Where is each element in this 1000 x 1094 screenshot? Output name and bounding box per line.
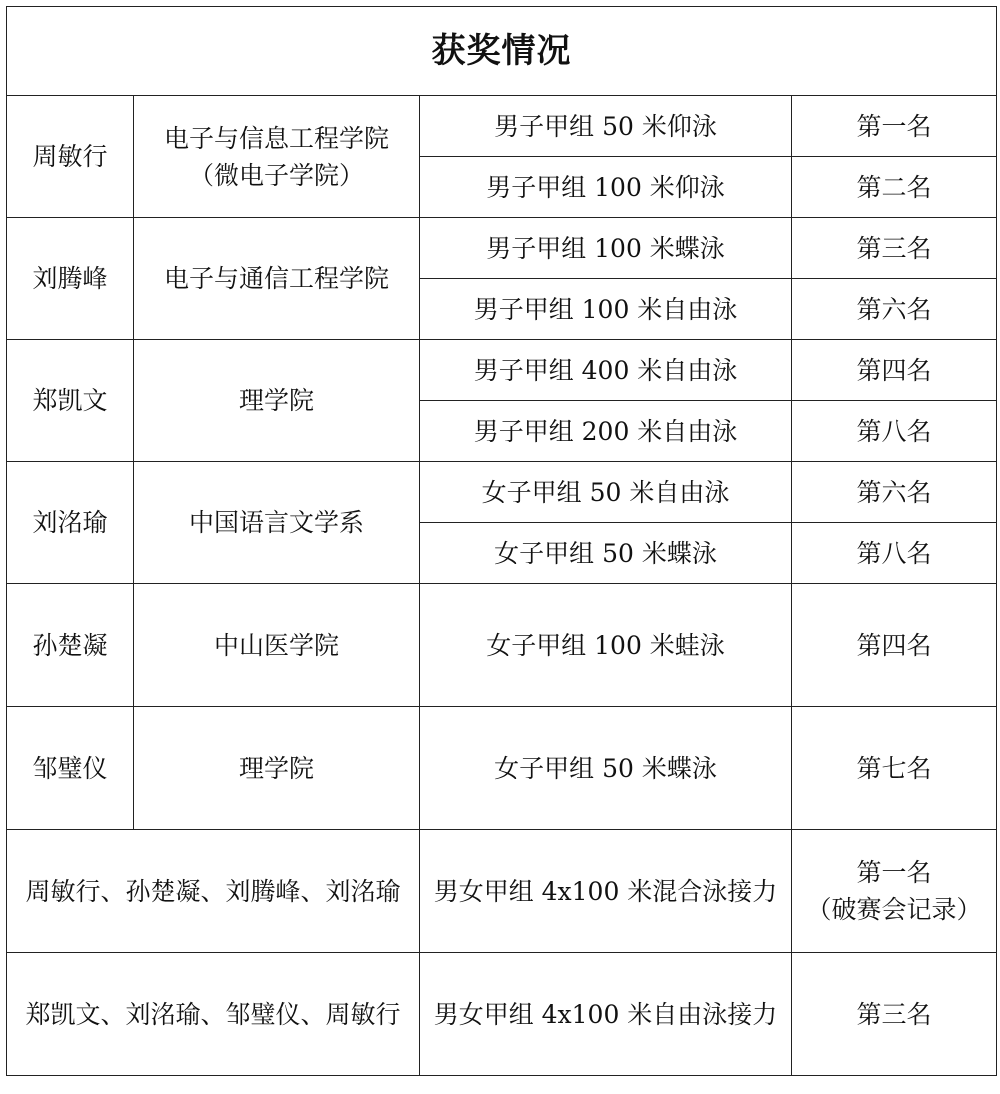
athlete-name: 刘腾峰 xyxy=(7,218,134,340)
event-cell: 男子甲组 50 米仰泳 xyxy=(420,96,792,157)
rank-cell: 第八名 xyxy=(792,523,997,584)
athlete-name: 周敏行 xyxy=(7,96,134,218)
rank-cell: 第四名 xyxy=(792,584,997,707)
athlete-name: 邹璧仪 xyxy=(7,707,134,830)
table-row xyxy=(7,953,997,1076)
event-cell: 男子甲组 100 米仰泳 xyxy=(420,157,792,218)
rank-cell xyxy=(792,830,997,953)
college-cell: 电子与通信工程学院 xyxy=(134,218,420,340)
event-cell: 男女甲组 4x100 米混合泳接力 xyxy=(420,830,792,953)
event-cell: 女子甲组 100 米蛙泳 xyxy=(420,584,792,707)
college-cell: 理学院 xyxy=(134,707,420,830)
event-cell: 女子甲组 50 米蝶泳 xyxy=(420,707,792,830)
event-cell: 男子甲组 100 米蝶泳 xyxy=(420,218,792,279)
table-row xyxy=(7,830,997,953)
athlete-name: 孙楚凝 xyxy=(7,584,134,707)
event-cell: 女子甲组 50 米自由泳 xyxy=(420,462,792,523)
college-cell: 中山医学院 xyxy=(134,584,420,707)
event-cell: 男子甲组 100 米自由泳 xyxy=(420,279,792,340)
relay-team: 郑凯文、刘洺瑜、邹璧仪、周敏行 xyxy=(7,953,420,1076)
college-cell xyxy=(134,96,420,218)
event-cell: 男子甲组 400 米自由泳 xyxy=(420,340,792,401)
athlete-name: 刘洺瑜 xyxy=(7,462,134,584)
event-cell: 男女甲组 4x100 米自由泳接力 xyxy=(420,953,792,1076)
rank-line: 第一名 xyxy=(856,858,932,887)
college-cell: 理学院 xyxy=(134,340,420,462)
rank-cell: 第三名 xyxy=(792,953,997,1076)
event-cell: 男子甲组 200 米自由泳 xyxy=(420,401,792,462)
athlete-name: 郑凯文 xyxy=(7,340,134,462)
relay-team: 周敏行、孙楚凝、刘腾峰、刘洺瑜 xyxy=(7,830,420,953)
college-line: 电子与信息工程学院 xyxy=(163,123,389,153)
event-cell: 女子甲组 50 米蝶泳 xyxy=(420,523,792,584)
table-row xyxy=(7,462,997,523)
table-row xyxy=(7,707,997,830)
college-cell: 中国语言文学系 xyxy=(134,462,420,584)
record-note: （破赛会记录） xyxy=(806,895,982,924)
rank-cell: 第三名 xyxy=(792,218,997,279)
rank-cell: 第六名 xyxy=(792,279,997,340)
rank-cell: 第二名 xyxy=(792,157,997,218)
table-row xyxy=(7,218,997,279)
rank-cell: 第八名 xyxy=(792,401,997,462)
rank-cell: 第四名 xyxy=(792,340,997,401)
table-row xyxy=(7,96,997,157)
table-row xyxy=(7,340,997,401)
rank-cell: 第六名 xyxy=(792,462,997,523)
college-line: （微电子学院） xyxy=(188,160,364,190)
table-title: 获奖情况 xyxy=(7,7,997,96)
rank-cell: 第七名 xyxy=(792,707,997,830)
rank-cell: 第一名 xyxy=(792,96,997,157)
awards-table xyxy=(6,6,997,1076)
table-row xyxy=(7,584,997,707)
